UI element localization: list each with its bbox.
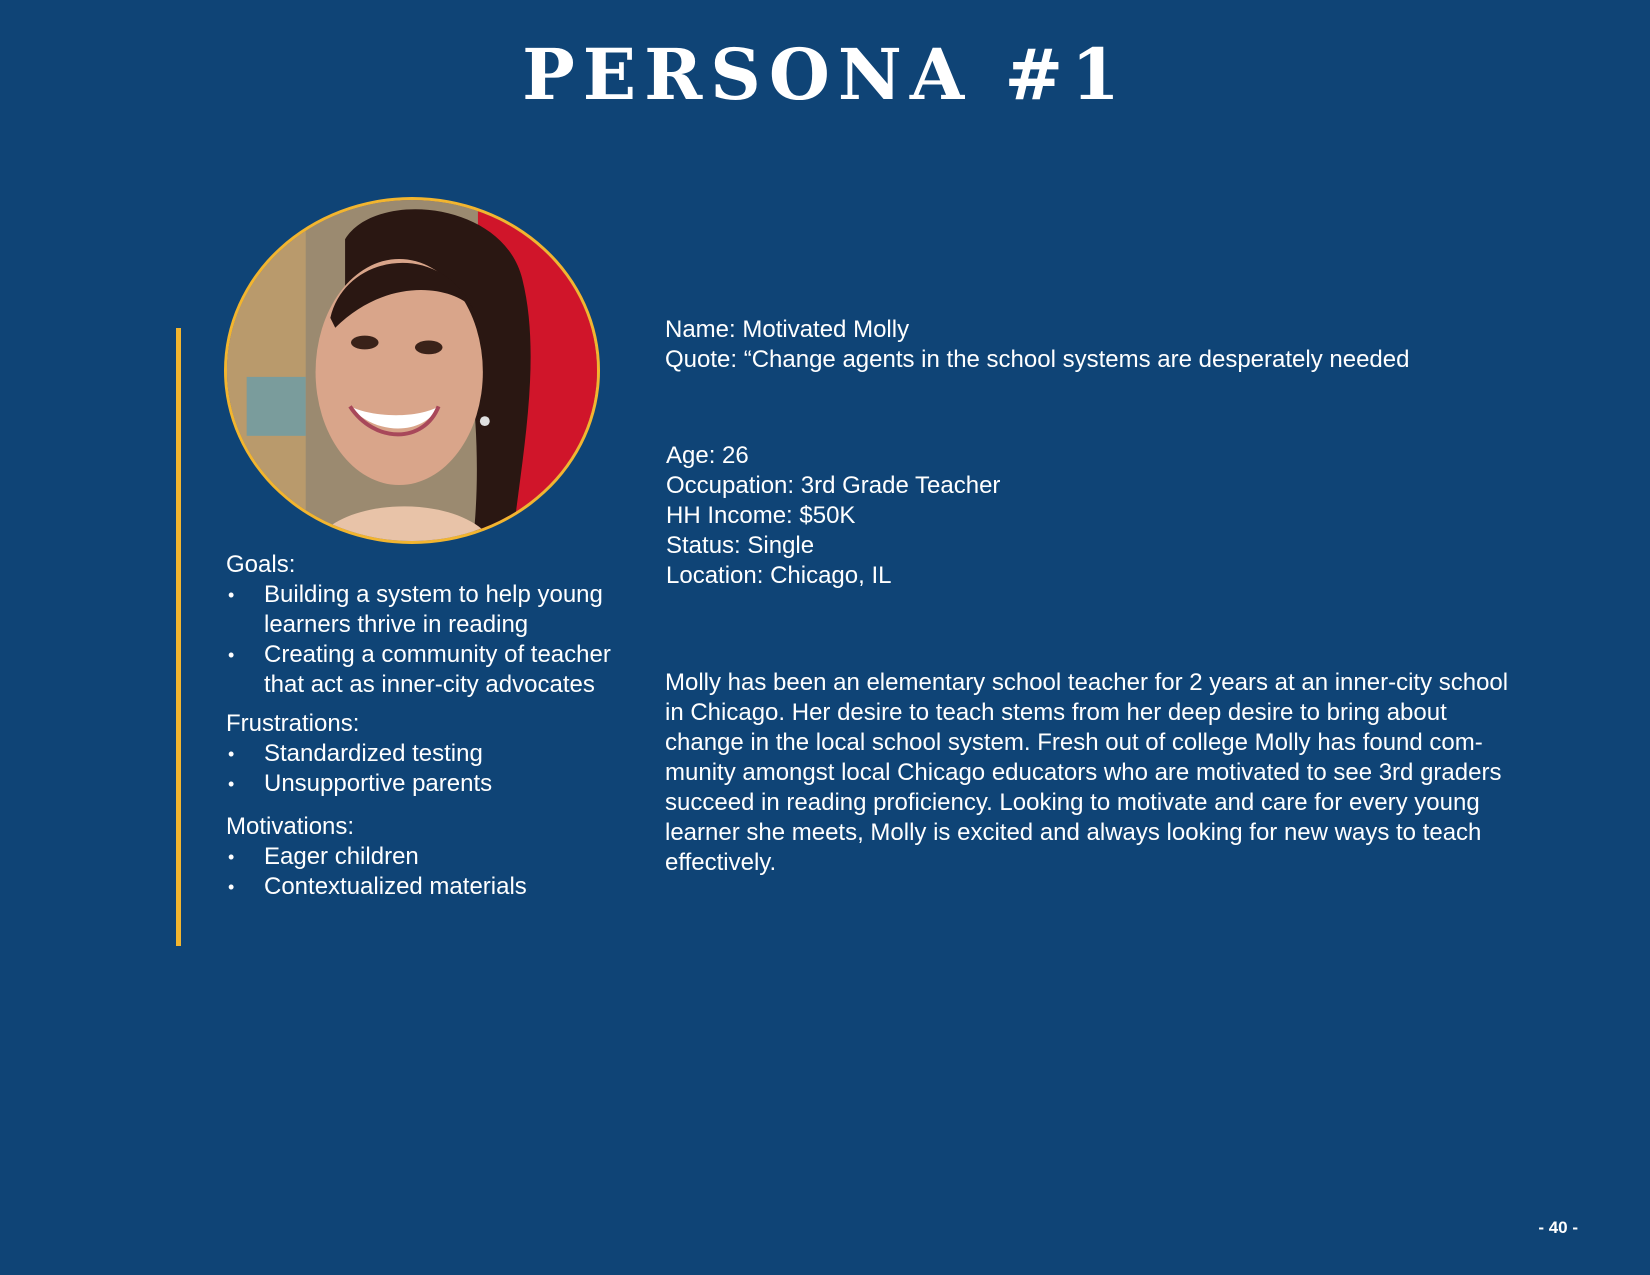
persona-age: Age: 26 xyxy=(666,442,749,469)
motivations-list xyxy=(226,842,646,902)
persona-photo-icon xyxy=(227,200,597,541)
bio-line: Molly has been an elementary school teacher for 2 years at an inner-city school xyxy=(665,669,1509,696)
list-item: • Unsupportive parents xyxy=(226,769,646,799)
persona-income: HH Income: $50K xyxy=(666,502,856,529)
bio-line: effectively. xyxy=(665,849,777,876)
motivations-heading: Motivations: xyxy=(226,813,355,840)
persona-photo xyxy=(224,197,600,544)
persona-demographics xyxy=(666,441,1266,591)
goals-heading: Goals: xyxy=(226,551,296,578)
page-number: - 40 - xyxy=(1538,1218,1578,1237)
persona-location: Location: Chicago, IL xyxy=(666,562,892,589)
list-item: • Contextualized materials xyxy=(226,872,646,902)
goals-list xyxy=(226,580,646,700)
frustrations-heading: Frustrations: xyxy=(226,710,360,737)
bio-line: change in the local school system. Fresh out of college Molly has found com- xyxy=(665,729,1483,756)
bio-line: munity amongst local Chicago educators who are motivated to see 3rd graders xyxy=(665,759,1502,786)
bio-line: learner she meets, Molly is excited and always looking for new ways to teach xyxy=(665,819,1482,846)
list-item: • Eager children xyxy=(226,842,646,872)
persona-quote: Quote: “Change agents in the school systems are desperately needed xyxy=(665,346,1410,373)
list-item: • Creating a community of teacher that act as inner-city advocates xyxy=(226,640,646,700)
persona-occupation: Occupation: 3rd Grade Teacher xyxy=(666,472,1001,499)
list-item: • Standardized testing xyxy=(226,739,646,769)
persona-status: Status: Single xyxy=(666,532,815,559)
frustrations-list xyxy=(226,739,646,799)
persona-bio xyxy=(665,668,1555,878)
persona-profile xyxy=(665,315,1565,375)
accent-bar xyxy=(176,328,181,946)
bio-line: in Chicago. Her desire to teach stems from her deep desire to bring about xyxy=(665,699,1447,726)
page-title: PERSONA #1 xyxy=(522,33,1128,116)
persona-name: Name: Motivated Molly xyxy=(665,316,910,343)
list-item: • Building a system to help young learners thrive in reading xyxy=(226,580,646,640)
persona-attributes xyxy=(226,550,646,902)
bio-line: succeed in reading proficiency. Looking to motivate and care for every young xyxy=(665,789,1480,816)
